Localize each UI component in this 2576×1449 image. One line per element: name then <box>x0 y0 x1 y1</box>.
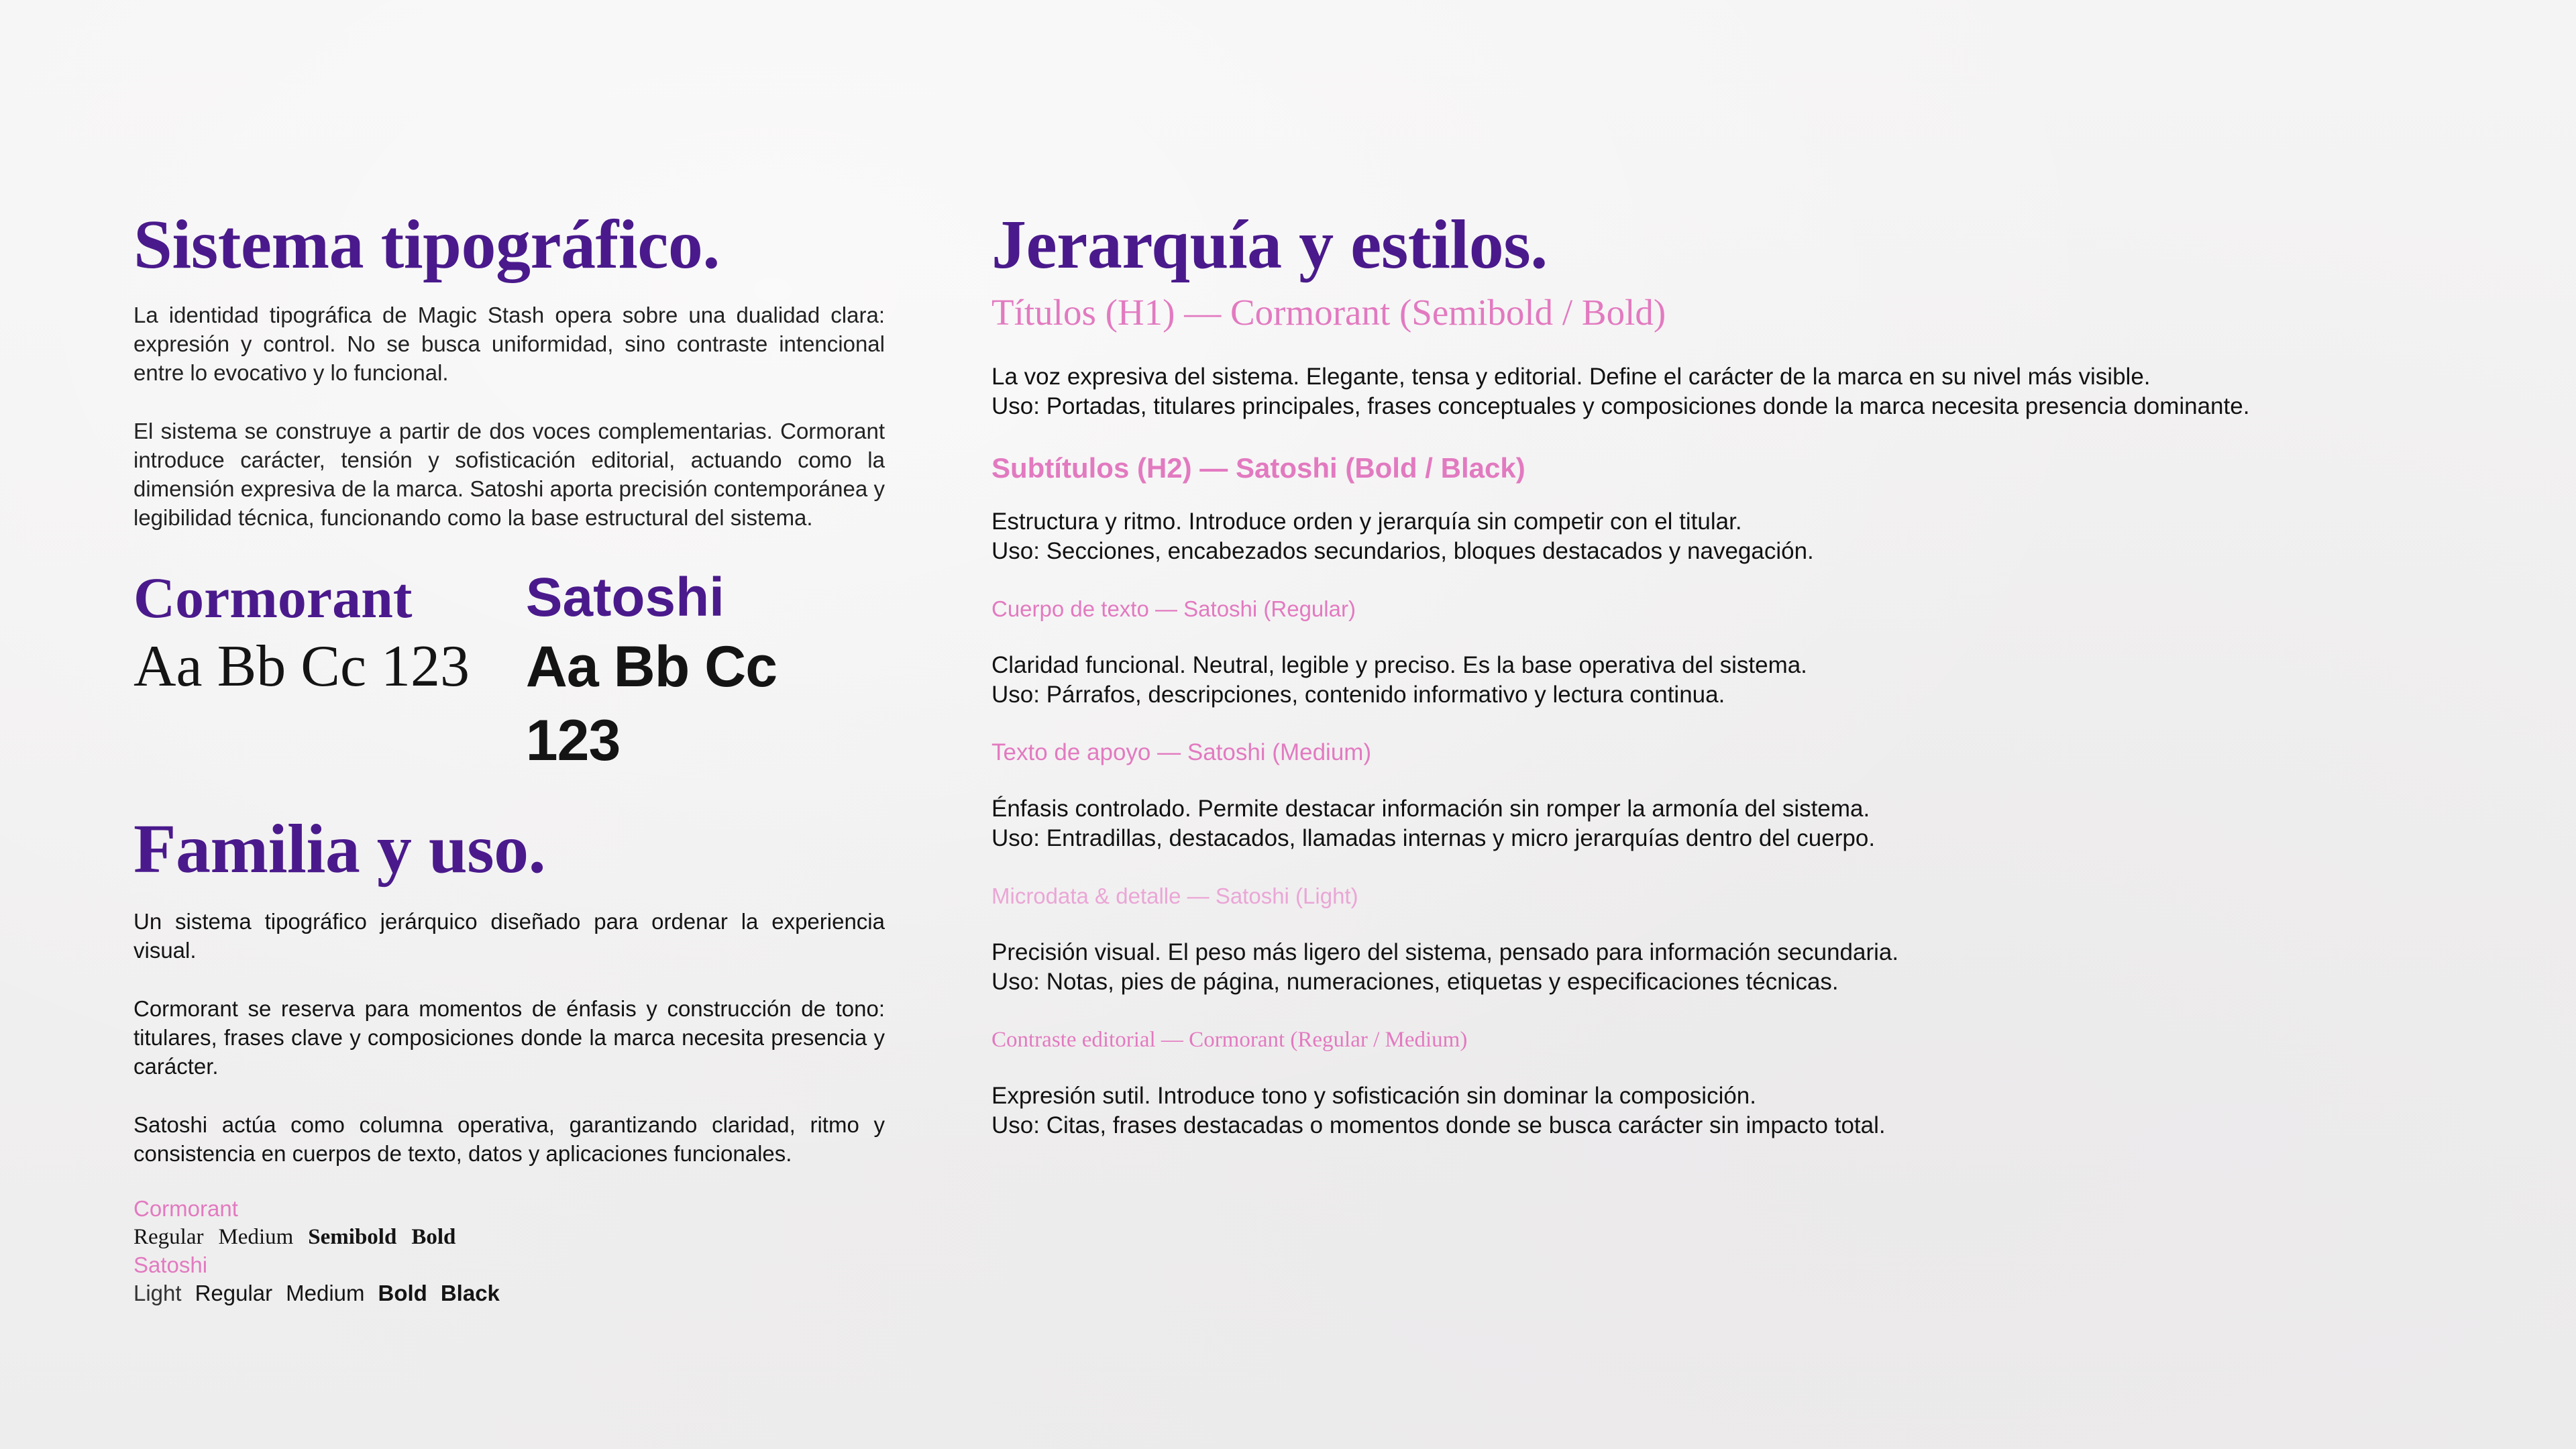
style-usage-line: Uso: Citas, frases destacadas o momentos donde se busca carácter sin impacto total. <box>991 1112 1886 1139</box>
style-block-editorial <box>991 1025 2501 1140</box>
style-heading-microdata: Microdata & detalle — Satoshi (Light) <box>991 883 1358 909</box>
familia-paragraph-1: Un sistema tipográfico jerárquico diseñado para ordenar la experiencia visual. <box>133 908 885 963</box>
style-desc-line: Claridad funcional. Neutral, legible y preciso. Es la base operativa del sistema. <box>991 652 1807 679</box>
style-usage-line: Uso: Entradillas, destacados, llamadas internas y micro jerarquías dentro del cuerpo. <box>991 825 1876 852</box>
style-desc-line: Estructura y ritmo. Introduce orden y jerarquía sin competir con el titular. <box>991 508 1742 535</box>
specimen-sans-name: Satoshi <box>525 567 724 629</box>
style-block-support <box>991 738 2501 853</box>
weight-sans-bold: Bold <box>378 1280 427 1305</box>
weights-sans-row <box>133 1279 885 1307</box>
specimen-serif-name: Cormorant <box>133 566 413 631</box>
style-heading-h1: Títulos (H1) — Cormorant (Semibold / Bold) <box>991 292 1666 333</box>
style-desc-h2 <box>991 507 2501 566</box>
intro-paragraph-1: La identidad tipográfica de Magic Stash opera sobre una dualidad clara: expresión y control. No se busca uniformidad, sino contraste intencional entre lo evocativo y lo funcional. <box>133 303 885 386</box>
style-heading-editorial: Contraste editorial — Cormorant (Regular / Medium) <box>991 1028 1468 1053</box>
weights-sans-label: Satoshi <box>133 1252 208 1277</box>
style-desc-line: Expresión sutil. Introduce tono y sofisticación sin dominar la composición. <box>991 1083 1756 1110</box>
specimen-serif-glyphs: Aa Bb Cc 123 <box>133 634 470 700</box>
style-heading-h2: Subtítulos (H2) — Satoshi (Bold / Black) <box>991 452 1525 484</box>
font-specimen <box>133 566 885 777</box>
style-block-h2 <box>991 449 2501 566</box>
section-title-familia: Familia y uso. <box>133 810 546 888</box>
familia-paragraph-2: Cormorant se reserva para momentos de énfasis y construcción de tono: titulares, frases clave y composiciones donde la marca necesita presencia y carácter. <box>133 996 885 1079</box>
style-heading-support: Texto de apoyo — Satoshi (Medium) <box>991 739 1372 766</box>
weight-sans-light: Light <box>133 1280 182 1305</box>
weight-sans-regular: Regular <box>195 1280 273 1305</box>
style-desc-line: La voz expresiva del sistema. Elegante, tensa y editorial. Define el carácter de la marca en su nivel más visible. <box>991 364 2151 390</box>
style-usage-line: Uso: Portadas, titulares principales, frases conceptuales y composiciones donde la marca necesita presencia dominante. <box>991 393 2250 420</box>
right-column <box>991 201 2501 1140</box>
weight-sans-medium: Medium <box>286 1280 365 1305</box>
style-desc-line: Énfasis controlado. Permite destacar información sin romper la armonía del sistema. <box>991 796 1870 822</box>
page-title-jerarquia: Jerarquía y estilos. <box>991 206 1548 283</box>
weights-serif-row <box>133 1223 885 1251</box>
intro-paragraph-2: El sistema se construye a partir de dos voces complementarias. Cormorant introduce carácter, tensión y sofisticación editorial, actuando como la dimensión expresiva de la marca. Satoshi aporta precisión contemporánea y legibilidad técnica, funcionando como la base estructural del sistema. <box>133 419 885 531</box>
specimen-sans <box>526 566 885 777</box>
weight-serif-bold: Bold <box>411 1224 456 1249</box>
left-column <box>133 201 885 1307</box>
font-weights <box>133 1195 885 1307</box>
style-desc-line: Precisión visual. El peso más ligero del sistema, pensado para información secundaria. <box>991 939 1899 966</box>
weight-sans-black: Black <box>440 1280 500 1305</box>
specimen-sans-glyphs: Aa Bb Cc 123 <box>525 635 777 773</box>
familia-paragraph-3: Satoshi actúa como columna operativa, garantizando claridad, ritmo y consistencia en cuerpos de texto, datos y aplicaciones funcionales. <box>133 1112 885 1166</box>
specimen-serif <box>133 566 526 777</box>
style-desc-editorial <box>991 1081 2501 1140</box>
weight-serif-regular: Regular <box>133 1224 204 1249</box>
style-desc-h1 <box>991 362 2501 421</box>
style-block-microdata <box>991 881 2501 997</box>
style-usage-line: Uso: Notas, pies de página, numeraciones, etiquetas y especificaciones técnicas. <box>991 969 1839 996</box>
page-title-sistema: Sistema tipográfico. <box>133 206 720 283</box>
style-usage-line: Uso: Párrafos, descripciones, contenido informativo y lectura continua. <box>991 682 1725 708</box>
familia-body <box>133 907 885 1168</box>
style-block-body <box>991 594 2501 710</box>
style-desc-body <box>991 651 2501 710</box>
weights-serif-label: Cormorant <box>133 1195 238 1221</box>
style-heading-body: Cuerpo de texto — Satoshi (Regular) <box>991 596 1356 622</box>
style-block-h1 <box>991 291 2501 421</box>
style-usage-line: Uso: Secciones, encabezados secundarios, bloques destacados y navegación. <box>991 538 1814 565</box>
style-desc-microdata <box>991 938 2501 997</box>
weight-serif-semibold: Semibold <box>308 1224 397 1249</box>
style-desc-support <box>991 794 2501 853</box>
weight-serif-medium: Medium <box>218 1224 294 1249</box>
